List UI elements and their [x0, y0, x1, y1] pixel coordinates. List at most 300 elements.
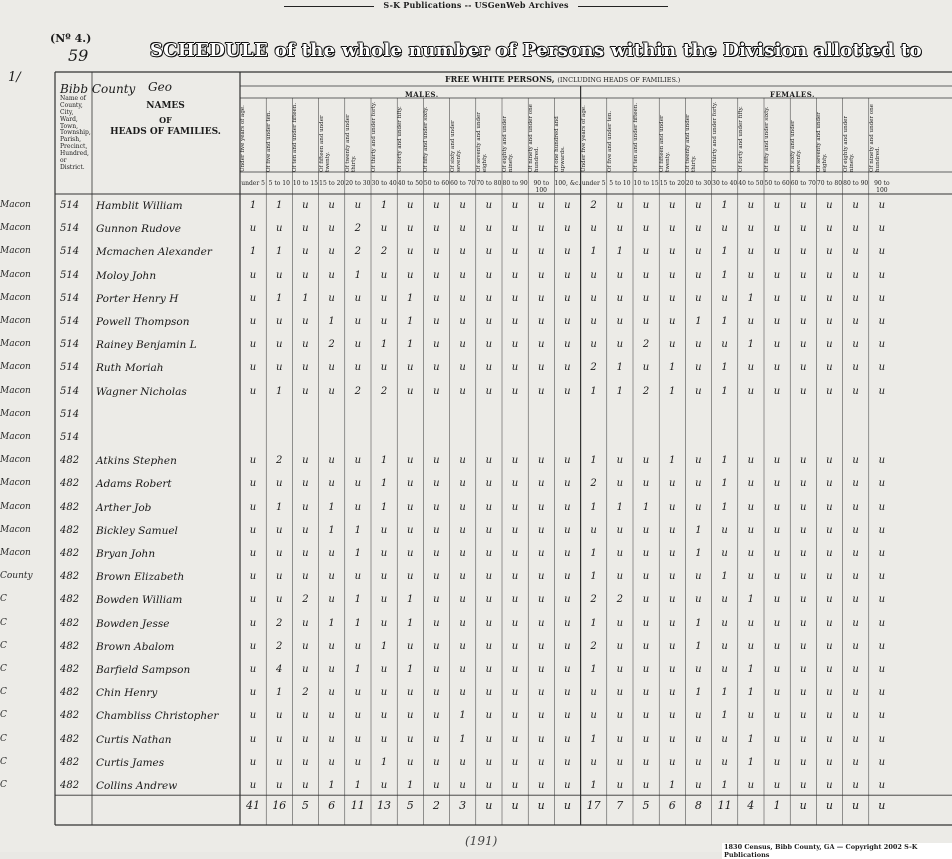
male-count: u	[275, 733, 283, 745]
female-count: 1	[695, 548, 702, 559]
female-age-label: 60 to 70	[790, 180, 816, 187]
female-count: u	[590, 292, 597, 304]
head-of-family-name: Hamblit William	[96, 200, 183, 212]
male-count: 1	[380, 455, 388, 467]
male-count: u	[459, 223, 466, 235]
male-count: u	[511, 594, 519, 606]
male-count: u	[564, 617, 571, 629]
male-count: u	[249, 292, 257, 304]
head-of-family-name: Mcmachen Alexander	[96, 246, 212, 259]
female-count: u	[590, 316, 597, 327]
male-count: u	[380, 362, 388, 374]
male-count: u	[511, 339, 519, 351]
male-count: u	[485, 780, 493, 791]
town-label: Macon	[0, 339, 31, 350]
female-count: u	[668, 710, 676, 722]
male-count: u	[354, 571, 362, 583]
female-count: u	[826, 339, 833, 351]
female-count: u	[773, 733, 781, 745]
male-count: u	[302, 733, 309, 745]
female-count: u	[721, 292, 728, 304]
male-count: 1	[328, 617, 335, 629]
male-count: u	[328, 269, 335, 281]
side-mark: 1/	[8, 70, 21, 85]
female-count: u	[826, 640, 833, 652]
female-count: 1	[590, 548, 597, 559]
town-label: C	[0, 687, 7, 698]
male-count: u	[511, 455, 519, 467]
female-count: u	[799, 756, 807, 768]
male-count: u	[249, 617, 257, 629]
female-count: u	[799, 710, 807, 722]
female-count: u	[747, 617, 755, 629]
male-age-label: 5 to 10	[268, 180, 290, 187]
male-count: 2	[354, 246, 361, 258]
male-count: u	[406, 640, 414, 652]
female-count: u	[826, 664, 833, 675]
female-count: u	[852, 385, 859, 397]
female-count: u	[668, 200, 676, 211]
dwelling-number: 514	[60, 223, 80, 235]
male-count: 2	[302, 687, 309, 699]
female-count: u	[826, 524, 833, 536]
male-count: u	[485, 594, 493, 606]
female-count: 2	[590, 478, 597, 490]
male-count: u	[433, 269, 440, 281]
names-label: NAMES	[146, 101, 185, 111]
female-count: 1	[721, 455, 728, 467]
female-count: u	[721, 733, 728, 745]
male-count: u	[459, 362, 466, 374]
free-white-label: FREE WHITE PERSONS,	[445, 74, 555, 84]
male-age-label: 15 to 20	[319, 180, 345, 187]
female-count: u	[616, 455, 624, 467]
male-count: u	[537, 385, 545, 397]
female-age-label: 5 to 10	[609, 180, 631, 187]
female-count: u	[616, 292, 624, 304]
male-count: u	[511, 687, 519, 699]
female-count: u	[695, 385, 702, 397]
dwelling-number: 514	[60, 246, 80, 258]
female-count: u	[826, 756, 833, 768]
female-count: u	[747, 200, 755, 211]
male-count: u	[564, 200, 571, 211]
male-count: u	[406, 571, 414, 583]
male-count: u	[249, 664, 257, 675]
male-count: u	[406, 524, 414, 536]
female-count: 1	[721, 780, 728, 791]
male-count: u	[433, 617, 440, 629]
female-count: u	[773, 246, 781, 258]
county-word: County	[91, 82, 136, 96]
female-count: 1	[695, 687, 702, 699]
female-count: u	[747, 246, 755, 258]
female-count: u	[799, 246, 807, 258]
female-count: 2	[616, 594, 623, 606]
male-age-label: 60 to 70	[450, 180, 476, 187]
female-count: u	[695, 571, 702, 583]
male-column-desc: Of twenty and under thirty.	[344, 114, 357, 172]
female-total: 5	[642, 799, 650, 813]
female-count: u	[721, 548, 728, 559]
male-count: 4	[276, 664, 283, 675]
town-label: C	[0, 780, 7, 790]
female-count: 1	[721, 246, 728, 258]
male-count: u	[433, 733, 440, 745]
female-count: u	[878, 339, 886, 351]
male-count: u	[406, 223, 414, 235]
male-count: u	[459, 548, 466, 559]
female-count: u	[668, 501, 676, 513]
male-column-desc: Of eighty and under ninety.	[502, 115, 514, 172]
female-count: u	[799, 571, 807, 583]
female-count: u	[773, 524, 781, 536]
male-count: u	[511, 756, 519, 768]
names-header	[93, 100, 238, 139]
male-column-desc: Under five years of age.	[240, 105, 246, 172]
male-total: u	[485, 799, 493, 813]
head-of-family-name: Ruth Moriah	[96, 362, 164, 375]
male-age-label: 50 to 60	[423, 180, 450, 187]
male-count: u	[302, 316, 309, 327]
female-count: u	[721, 617, 728, 629]
male-count: u	[249, 733, 257, 745]
male-count: u	[485, 640, 493, 652]
female-count: u	[852, 339, 859, 351]
male-count: u	[564, 501, 571, 513]
female-count: u	[668, 524, 676, 536]
female-count: u	[773, 710, 781, 722]
female-count: u	[773, 594, 781, 606]
male-count: 1	[354, 524, 361, 536]
female-count: u	[616, 478, 624, 490]
female-count: u	[747, 710, 755, 722]
female-count: u	[799, 478, 807, 490]
female-count: u	[852, 223, 859, 235]
female-count: u	[799, 687, 807, 699]
male-count: u	[354, 478, 362, 490]
town-label: Macon	[0, 478, 31, 489]
female-count: u	[616, 339, 624, 351]
male-count: u	[328, 756, 335, 768]
male-count: 2	[276, 640, 283, 652]
female-count: u	[695, 594, 702, 606]
female-count: u	[773, 200, 781, 211]
male-count: u	[511, 223, 519, 235]
female-count: u	[799, 733, 807, 745]
female-count: u	[616, 223, 624, 235]
female-age-label: 30 to 40	[712, 180, 738, 187]
female-count: u	[852, 594, 859, 606]
male-count: u	[537, 478, 545, 490]
female-column-desc: Of forty and under fifty.	[737, 106, 744, 172]
town-label: C	[0, 733, 7, 744]
female-count: u	[852, 640, 859, 652]
female-count: u	[826, 594, 833, 606]
female-count: u	[642, 246, 650, 258]
male-count: u	[249, 710, 257, 722]
male-count: 1	[302, 292, 309, 304]
male-count: u	[302, 664, 309, 675]
male-count: u	[249, 339, 257, 351]
head-of-family-name: Bowden Jesse	[96, 617, 170, 630]
page-number: 59	[68, 46, 89, 65]
female-count: u	[668, 664, 676, 675]
female-count: u	[878, 269, 886, 281]
male-count: u	[433, 524, 440, 536]
male-count: u	[459, 339, 466, 351]
female-count: u	[799, 223, 807, 235]
male-age-label: 10 to 15	[292, 180, 319, 187]
male-count: u	[433, 455, 440, 467]
male-count: u	[328, 687, 335, 699]
male-age-label: 100, &c.	[554, 180, 581, 187]
male-count: 1	[380, 478, 388, 490]
female-count: u	[826, 269, 833, 281]
female-count: u	[799, 524, 807, 536]
male-count: 1	[407, 292, 414, 304]
male-count: u	[380, 687, 388, 699]
female-age-label: 80 to 90	[843, 180, 869, 187]
female-count: u	[642, 617, 650, 629]
male-count: u	[537, 455, 545, 467]
female-count: 1	[616, 385, 623, 397]
male-count: 1	[354, 548, 361, 559]
female-count: u	[721, 223, 728, 235]
female-column-desc: Of sixty and under seventy.	[790, 120, 802, 172]
male-count: 1	[380, 756, 388, 768]
dwelling-number: 482	[60, 664, 80, 675]
male-count: u	[564, 223, 571, 235]
female-count: u	[747, 223, 755, 235]
female-count: u	[642, 594, 650, 606]
male-count: u	[302, 246, 309, 258]
publisher-text: S-K Publications -- USGenWeb Archives	[383, 0, 569, 10]
males-header: MALES.	[405, 90, 439, 99]
male-count: u	[406, 200, 414, 211]
female-count: u	[695, 780, 702, 791]
female-age-label: 50 to 60	[764, 180, 790, 187]
head-of-family-name: Chin Henry	[96, 687, 158, 700]
female-count: 1	[590, 664, 597, 675]
dwelling-number: 514	[60, 292, 80, 304]
male-count: 1	[354, 594, 361, 606]
female-count: 1	[747, 339, 754, 351]
head-of-family-name: Arther Job	[96, 501, 152, 514]
male-count: u	[537, 524, 545, 536]
female-count: u	[773, 339, 781, 351]
female-count: u	[695, 455, 702, 467]
male-count: u	[354, 756, 362, 768]
town-label: Macon	[0, 223, 31, 234]
male-count: u	[537, 246, 545, 258]
male-count: u	[275, 710, 283, 722]
male-count: u	[511, 617, 519, 629]
male-count: u	[537, 687, 545, 699]
female-count: 2	[590, 200, 597, 211]
female-count: u	[826, 455, 833, 467]
head-of-family-name: Bryan John	[96, 548, 156, 560]
male-count: u	[380, 316, 388, 327]
female-count: u	[799, 617, 807, 629]
female-count: u	[642, 455, 650, 467]
female-count: 1	[590, 455, 597, 467]
male-count: 1	[276, 200, 283, 211]
female-total: 4	[747, 799, 755, 813]
male-count: u	[564, 640, 571, 652]
female-count: 1	[721, 316, 728, 327]
male-count: u	[302, 269, 309, 281]
female-count: u	[695, 246, 702, 258]
male-total: 13	[377, 799, 391, 813]
male-count: u	[249, 524, 257, 536]
male-count: u	[328, 362, 335, 374]
female-count: u	[799, 269, 807, 281]
male-total: 5	[406, 799, 414, 813]
male-count: u	[275, 780, 283, 791]
male-count: u	[511, 269, 519, 281]
male-count: u	[564, 733, 571, 745]
female-count: u	[773, 316, 781, 327]
female-count: 1	[616, 501, 623, 513]
male-count: u	[485, 316, 493, 327]
male-count: u	[511, 200, 519, 211]
female-count: u	[590, 223, 597, 235]
female-count: u	[852, 617, 859, 629]
male-count: u	[459, 292, 466, 304]
male-count: u	[433, 640, 440, 652]
female-count: 1	[747, 664, 754, 675]
male-count: u	[380, 269, 388, 281]
male-count: u	[249, 269, 257, 281]
male-count: u	[537, 617, 545, 629]
female-count: u	[878, 687, 886, 699]
male-count: 1	[249, 200, 257, 211]
head-of-family-name: Brown Elizabeth	[96, 571, 185, 584]
female-age-label: under 5	[581, 180, 606, 187]
male-count: u	[459, 664, 466, 675]
male-count: u	[511, 316, 519, 327]
female-count: u	[799, 316, 807, 327]
male-count: u	[537, 548, 545, 559]
male-count: u	[564, 664, 571, 675]
male-count: 1	[354, 664, 361, 675]
female-count: 2	[590, 594, 597, 606]
female-count: u	[642, 733, 650, 745]
male-count: u	[302, 223, 309, 235]
male-column-desc: Of ten and under fifteen.	[292, 102, 299, 172]
male-count: 1	[407, 664, 414, 675]
male-count: u	[537, 269, 545, 281]
male-count: u	[485, 385, 493, 397]
district-column-header: Name of County, City, Ward, Town, Township, Parish, Precinct, Hundred, or District.	[60, 95, 91, 171]
dwelling-number: 482	[60, 756, 80, 768]
female-count: u	[826, 223, 833, 235]
female-count: u	[878, 780, 886, 791]
female-count: 1	[721, 385, 728, 397]
female-count: u	[826, 316, 833, 327]
town-label: Macon	[0, 432, 31, 442]
male-count: u	[328, 710, 335, 722]
female-count: u	[799, 455, 807, 467]
female-count: u	[616, 710, 624, 722]
male-count: u	[537, 571, 545, 583]
male-count: u	[537, 733, 545, 745]
female-count: u	[799, 339, 807, 351]
female-count: u	[852, 571, 859, 583]
female-count: 1	[669, 455, 676, 467]
female-count: u	[773, 385, 781, 397]
dwelling-number: 514	[60, 339, 80, 351]
male-count: u	[459, 200, 466, 211]
male-count: u	[302, 710, 309, 722]
female-count: u	[773, 269, 781, 281]
male-count: u	[249, 571, 257, 583]
female-age-label: 20 to 30	[685, 180, 712, 187]
female-age-label: 10 to 15	[633, 180, 659, 187]
male-count: u	[406, 478, 414, 490]
male-count: u	[459, 385, 466, 397]
female-count: u	[590, 687, 597, 699]
female-count: u	[878, 571, 886, 583]
female-count: u	[747, 478, 755, 490]
female-count: u	[668, 617, 676, 629]
female-total: 6	[668, 799, 676, 813]
male-count: u	[275, 316, 283, 327]
male-count: u	[328, 664, 335, 675]
female-count: u	[747, 316, 755, 327]
male-count: u	[511, 501, 519, 513]
female-count: u	[747, 269, 755, 281]
female-count: u	[852, 200, 859, 211]
female-column-desc: Of fifty and under sixty.	[764, 106, 770, 172]
female-count: u	[826, 548, 833, 559]
male-count: u	[249, 594, 257, 606]
male-count: u	[511, 292, 519, 304]
male-count: u	[511, 524, 519, 536]
male-count: u	[302, 478, 309, 490]
male-count: u	[433, 571, 440, 583]
male-count: u	[275, 223, 283, 235]
female-count: u	[878, 524, 886, 536]
male-count: u	[433, 362, 440, 374]
female-count: u	[826, 362, 833, 374]
female-count: u	[878, 664, 886, 675]
female-count: u	[773, 687, 781, 699]
male-count: 2	[276, 617, 283, 629]
male-count: u	[406, 362, 414, 374]
female-count: u	[695, 362, 702, 374]
female-count: u	[852, 455, 859, 467]
female-count: u	[668, 594, 676, 606]
female-count: 1	[721, 710, 728, 722]
male-count: u	[328, 733, 335, 745]
male-count: u	[275, 362, 283, 374]
female-count: u	[852, 246, 859, 258]
male-count: u	[537, 664, 545, 675]
female-count: u	[616, 640, 624, 652]
male-count: u	[485, 501, 493, 513]
female-count: u	[799, 292, 807, 304]
male-total: 11	[350, 799, 365, 813]
female-count: u	[642, 200, 650, 211]
town-label: Macon	[0, 292, 31, 303]
male-total: u	[537, 799, 545, 813]
female-count: u	[826, 246, 833, 258]
female-count: 1	[695, 617, 702, 629]
male-count: u	[485, 200, 493, 211]
male-count: u	[433, 756, 440, 768]
